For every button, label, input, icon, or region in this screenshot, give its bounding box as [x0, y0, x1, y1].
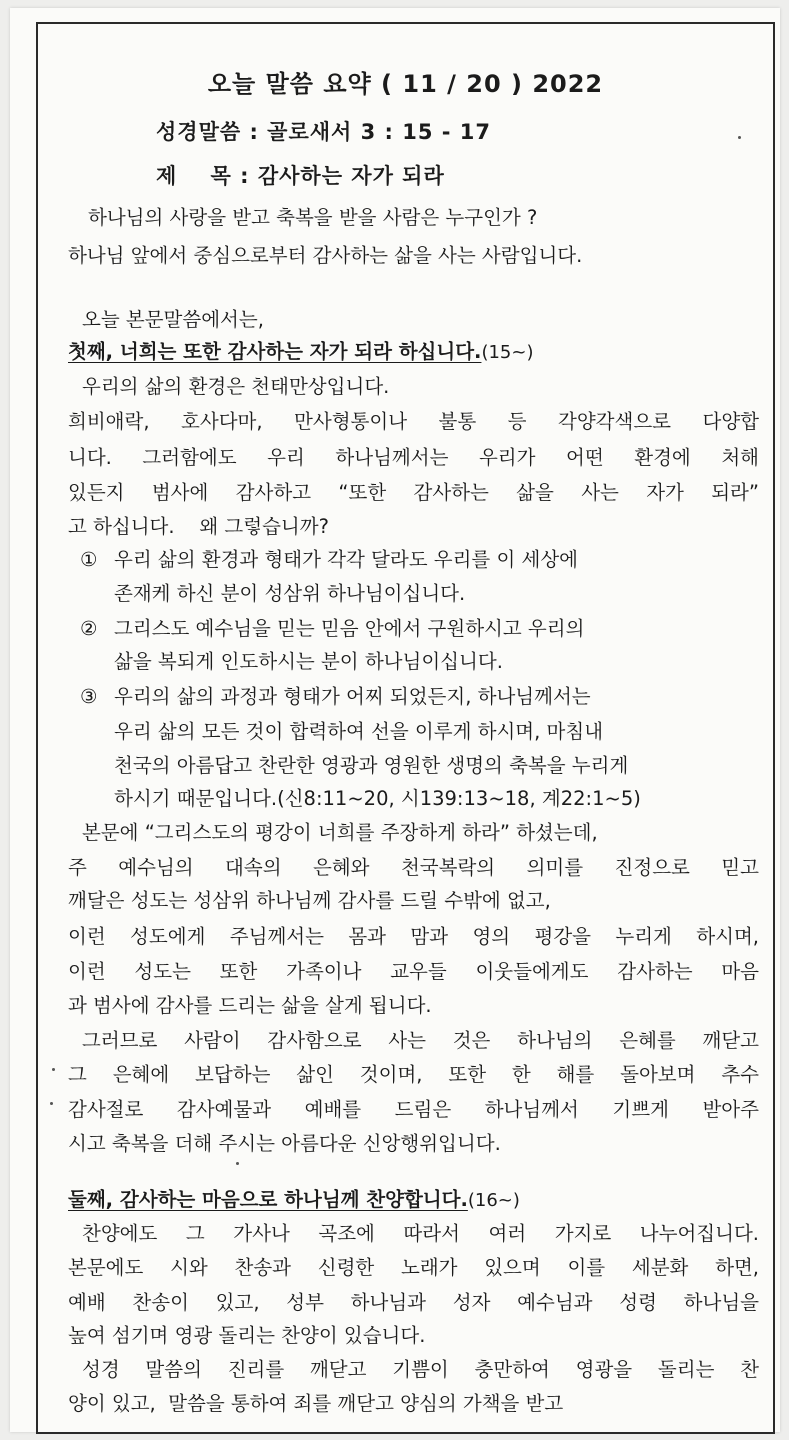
- body-line: 이런 성도에게 주님께서는 몸과 맘과 영의 평강을 누리게 하시며,: [68, 925, 759, 948]
- heading-ref: (16~): [467, 1190, 520, 1211]
- intro-line: 하나님의 사랑을 받고 축복을 받을 사람은 누구인가 ?: [88, 206, 538, 229]
- body-line: 고 하십니다. 왜 그렇습니까?: [68, 515, 329, 538]
- body-line: 주 예수님의 대속의 은혜와 천국복락의 의미를 진정으로 믿고: [68, 856, 759, 879]
- body-line: 찬양에도 그 가사나 곡조에 따라서 여러 가지로 나누어집니다.: [82, 1222, 759, 1245]
- section-heading: [68, 338, 759, 367]
- body-line: 높여 섬기며 영광 돌리는 찬양이 있습니다.: [68, 1324, 426, 1347]
- point-text: 삶을 복되게 인도하시는 분이 하나님이십니다.: [114, 650, 503, 673]
- heading-text: 첫째, 너희는 또한 감사하는 자가 되라 하십니다.: [68, 340, 482, 363]
- body-line: 본문에도 시와 찬송과 신령한 노래가 있으며 이를 세분화 하면,: [68, 1256, 759, 1279]
- scan-speck: [738, 136, 741, 139]
- heading-text: 둘째, 감사하는 마음으로 하나님께 찬양합니다.: [68, 1188, 468, 1211]
- body-line: 시고 축복을 더해 주시는 아름다운 신앙행위입니다.: [68, 1132, 501, 1155]
- body-line: 있든지 범사에 감사하고 “또한 감사하는 삶을 사는 자가 되라”: [68, 481, 759, 504]
- point-item: [80, 546, 759, 574]
- point-item: [80, 683, 759, 711]
- scan-speck: [50, 1102, 53, 1105]
- point-text: 우리 삶의 모든 것이 합력하여 선을 이루게 하시며, 마침내: [114, 720, 604, 743]
- point-number: ①: [80, 548, 98, 571]
- point-text: 우리의 삶의 과정과 형태가 어찌 되었든지, 하나님께서는: [114, 685, 591, 708]
- body-line: 양이 있고, 말씀을 통하여 죄를 깨닫고 양심의 가책을 받고: [68, 1392, 564, 1415]
- body-line: 우리의 삶의 환경은 천태만상입니다.: [82, 375, 390, 398]
- point-number: ②: [80, 617, 98, 640]
- bulletin-frame: [36, 22, 775, 1434]
- intro-line: 하나님 앞에서 중심으로부터 감사하는 삶을 사는 사람입니다.: [68, 244, 583, 267]
- body-line: 깨달은 성도는 성삼위 하나님께 감사를 드릴 수밖에 없고,: [68, 889, 551, 912]
- scanned-page: [10, 8, 780, 1432]
- body-line: 희비애락, 호사다마, 만사형통이나 불통 등 각양각색으로 다양합: [68, 410, 759, 433]
- body-line: 감사절로 감사예물과 예배를 드림은 하나님께서 기쁘게 받아주: [68, 1098, 759, 1121]
- section-heading: [68, 1186, 759, 1215]
- point-number: ③: [80, 685, 98, 708]
- scan-speck: [52, 1068, 55, 1071]
- scan-speck: [236, 1162, 239, 1165]
- point-text: 하시기 때문입니다.(신8:11~20, 시139:13~18, 계22:1~5): [114, 787, 641, 810]
- point-text: 그리스도 예수님을 믿는 믿음 안에서 구원하시고 우리의: [114, 617, 585, 640]
- heading-ref: (15~): [481, 342, 534, 363]
- point-item: [80, 615, 759, 643]
- body-line: 예배 찬송이 있고, 성부 하나님과 성자 예수님과 성령 하나님을: [68, 1291, 759, 1314]
- page-title: 오늘 말씀 요약 ( 11 / 20 ) 2022: [207, 70, 604, 98]
- body-line: 이런 성도는 또한 가족이나 교우들 이웃들에게도 감사하는 마음: [68, 960, 759, 983]
- body-line: 성경 말씀의 진리를 깨닫고 기쁨이 충만하여 영광을 돌리는 찬: [82, 1358, 759, 1381]
- section-lead: 오늘 본문말씀에서는,: [82, 308, 264, 331]
- body-line: 니다. 그러함에도 우리 하나님께서는 우리가 어떤 환경에 처해: [68, 446, 759, 469]
- point-text: 존재케 하신 분이 성삼위 하나님이십니다.: [114, 582, 466, 605]
- body-line: 본문에 “그리스도의 평강이 너희를 주장하게 하라” 하셨는데,: [82, 821, 598, 844]
- point-text: 천국의 아름답고 찬란한 영광과 영원한 생명의 축복을 누리게: [114, 754, 629, 777]
- body-line: 그러므로 사람이 감사함으로 사는 것은 하나님의 은혜를 깨닫고: [82, 1029, 759, 1052]
- sermon-subject: 제 목 : 감사하는 자가 되라: [156, 164, 445, 188]
- body-line: 과 범사에 감사를 드리는 삶을 살게 됩니다.: [68, 994, 432, 1017]
- point-text: 우리 삶의 환경과 형태가 각각 달라도 우리를 이 세상에: [114, 548, 579, 571]
- scripture-reference: 성경말씀 : 골로새서 3 : 15 - 17: [156, 120, 492, 144]
- body-line: 그 은혜에 보답하는 삶인 것이며, 또한 한 해를 돌아보며 추수: [68, 1063, 759, 1086]
